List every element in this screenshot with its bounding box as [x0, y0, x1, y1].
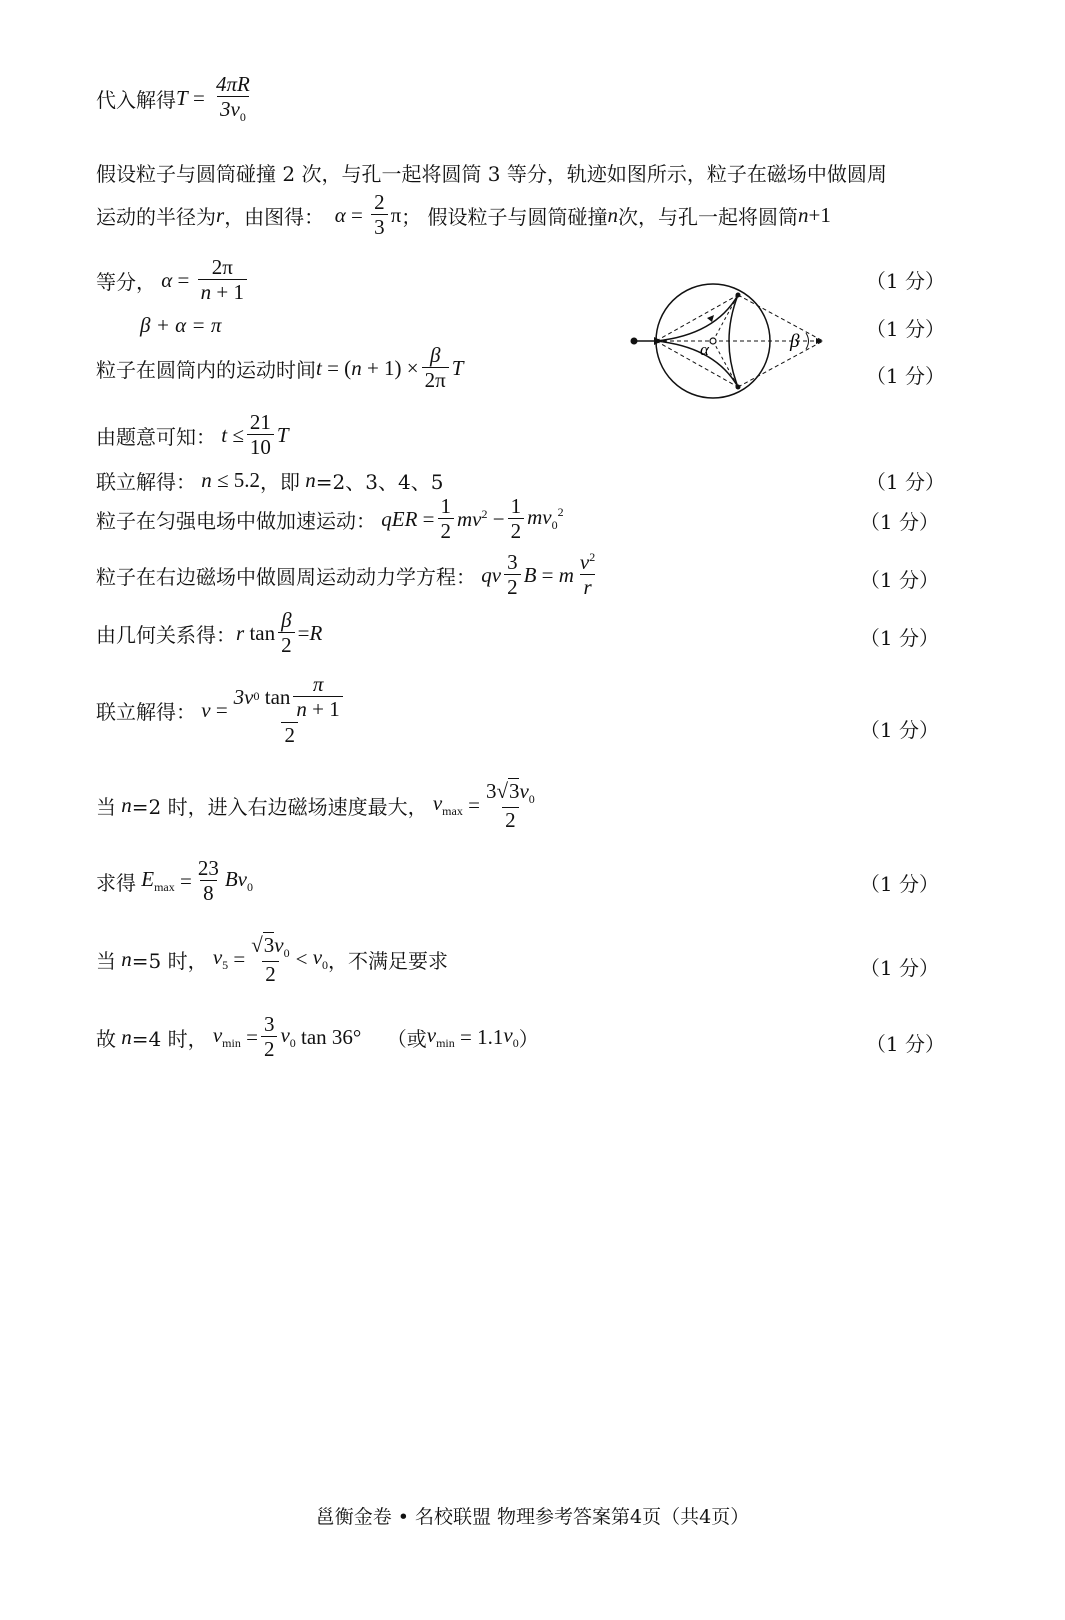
alpha-label: α [700, 340, 709, 359]
score-label: （1 分） [865, 470, 945, 494]
paragraph-line [96, 158, 887, 187]
score-label: （1 分） [859, 568, 939, 592]
equation-n-range: 联立解得： n ≤ 5.2 ，即 n =2、3、4、5 [96, 468, 444, 494]
score-label: （1 分） [859, 510, 939, 534]
equation-beta-alpha: β + α = π [140, 313, 222, 337]
line-text: =2、3、4、5 [315, 470, 444, 494]
page-footer: 邕衡金卷 • 名校联盟 物理参考答案第4页（共4页） [315, 1506, 750, 1528]
center-point [710, 338, 716, 344]
line-text: 等分， [96, 269, 156, 294]
line-text: ，即 [260, 470, 301, 494]
equation-period: 代入解得 T = $\frac{4\pi R}{3v_0}$ [96, 72, 250, 125]
equation-time: 粒子在圆筒内的运动时间 t = ( n + 1) × $\frac{\beta}{2\pi}$ T [96, 343, 464, 393]
line-text: =5 时， [131, 949, 208, 974]
collision-point [736, 385, 741, 390]
line-text: =2 时，进入右边磁场速度最大， [131, 795, 428, 820]
line-text: ； 假设粒子与圆筒碰撞 [401, 204, 608, 229]
score-label: （1 分） [865, 317, 945, 341]
line-text: 求得 [96, 870, 136, 895]
equation-velocity: 联立解得： v = 3v 0 tan $\frac{\pi}{n + 1}$ 2 [96, 672, 352, 749]
center-dashed-line [738, 295, 823, 341]
equation-emax: 求得 $E_{max}$ = $\frac{23}{8}$ $Bv_0$ [96, 856, 253, 906]
score-label: （1 分） [859, 626, 939, 650]
equation-alpha: 等分， α = $\frac{2\pi}{n + 1}$ [96, 255, 250, 305]
line-text: ，不满足要求 [328, 949, 449, 974]
line-text: 联立解得： [96, 699, 196, 724]
equation-v5: 当 n =5 时， $v_5$ = $\frac{√3v_0}{2}$ < $v_0$ ，不满足要求 [96, 933, 449, 986]
line-text: 由几何关系得： [96, 622, 236, 647]
line-text: 粒子在匀强电场中做加速运动： [96, 508, 376, 533]
line-text: 运动的半径为 [96, 204, 216, 229]
line-text: 由题意可知： [96, 424, 216, 449]
score-label: （1 分） [865, 269, 945, 293]
direction-arrow-icon [707, 315, 714, 322]
equation-vmax: 当 n =2 时，进入右边磁场速度最大， $v_{max}$ = $\frac{3√3v_0}{2}$ [96, 779, 535, 832]
equation-vmin: 故 n =4 时， $v_{min}$ = $\frac{3}{2}$ $v_0$ tan 36° （或 $v_{min}$ = 1.1 $v_0$ ） [96, 1012, 539, 1062]
paragraph-line-alpha: 运动的半径为 r ，由图得： α = $\frac{2}{3}$ π ； 假设粒子与圆筒碰撞 n 次，与孔一起将圆筒 n +1 [96, 190, 831, 240]
beta-label: β [790, 331, 800, 352]
line-text: 联立解得： [96, 470, 196, 494]
trajectory-diagram [620, 280, 840, 410]
equation-dynamics: 粒子在右边磁场中做圆周运动动力学方程： qv $\frac{3}{2}$ B = m $\frac{v^2}{r}$ [96, 550, 596, 600]
line-text: ） [518, 1026, 539, 1051]
collision-point [736, 293, 741, 298]
line-text: 粒子在圆筒内的运动时间 [96, 357, 316, 382]
equation-geometry: 由几何关系得： r tan $\frac{\beta}{2}$ = R [96, 608, 323, 658]
line-text: =4 时， [131, 1026, 208, 1051]
line-text: 当 [96, 795, 116, 820]
equation-condition: 由题意可知： t ≤ $\frac{21}{10}$ T [96, 410, 289, 460]
score-label: （1 分） [859, 956, 939, 980]
score-label: （1 分） [865, 364, 945, 388]
line-text: 粒子在右边磁场中做圆周运动动力学方程： [96, 564, 476, 589]
line-text: ，由图得： [224, 204, 325, 229]
line-text: 代入解得 [96, 87, 176, 112]
line-text: 次，与孔一起将圆筒 [618, 204, 799, 229]
score-label: （1 分） [859, 718, 939, 742]
line-text: 故 [96, 1026, 116, 1051]
line-text: 当 [96, 949, 116, 974]
line-text: （或 [386, 1026, 427, 1051]
line-text: 假设粒子与圆筒碰撞 2 次，与孔一起将圆筒 3 等分，轨迹如图所示，粒子在磁场中做圆周 [96, 162, 887, 186]
score-label: （1 分） [865, 1032, 945, 1056]
score-label: （1 分） [859, 872, 939, 896]
equation-energy: 粒子在匀强电场中做加速运动： qER = $\frac{1}{2}$ $mv^2$ − $\frac{1}{2}$ $mv_0^2$ [96, 494, 564, 544]
center-dashed-line [738, 341, 823, 387]
